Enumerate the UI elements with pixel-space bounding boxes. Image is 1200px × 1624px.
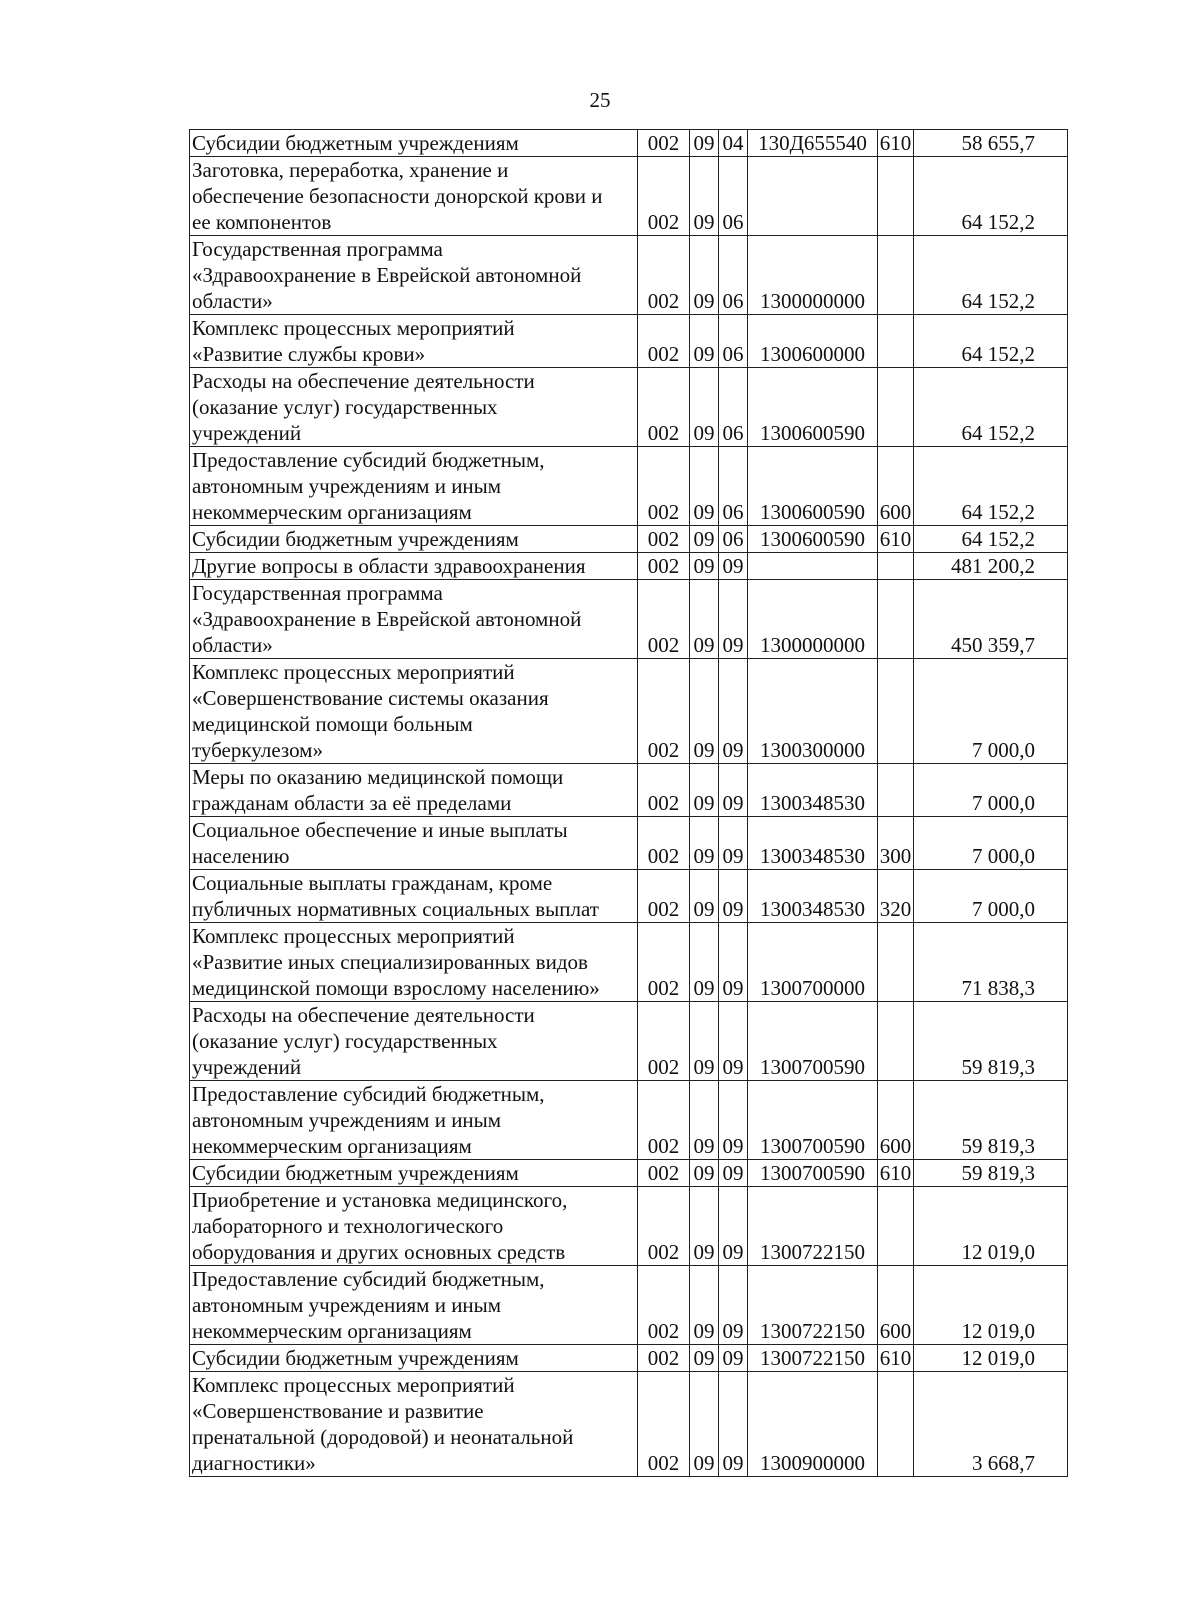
expense-name-line: Социальное обеспечение и иные выплаты bbox=[192, 818, 568, 842]
rz-cell: 09 bbox=[690, 764, 719, 817]
expense-name-line: Предоставление субсидий бюджетным, bbox=[192, 1082, 545, 1106]
sum-cell: 64 152,2 bbox=[914, 368, 1068, 447]
pr-cell: 09 bbox=[719, 1002, 748, 1081]
csr-cell: 1300348530 bbox=[748, 817, 878, 870]
csr-cell: 1300348530 bbox=[748, 764, 878, 817]
table-row bbox=[190, 553, 1068, 580]
csr-cell bbox=[748, 553, 878, 580]
vr-cell bbox=[878, 1002, 914, 1081]
pr-cell: 09 bbox=[719, 1266, 748, 1345]
expense-name-line: некоммерческим организациям bbox=[192, 1134, 472, 1158]
pr-cell: 09 bbox=[719, 659, 748, 764]
expense-name-line: Заготовка, переработка, хранение и bbox=[192, 158, 509, 182]
expense-name-line: Другие вопросы в области здравоохранения bbox=[192, 554, 586, 578]
pr-cell: 09 bbox=[719, 1345, 748, 1372]
expense-name-line: медицинской помощи больным bbox=[192, 712, 473, 736]
rz-cell: 09 bbox=[690, 1372, 719, 1477]
expense-name-cell bbox=[190, 236, 638, 315]
expense-name-line: некоммерческим организациям bbox=[192, 500, 472, 524]
expense-name-cell bbox=[190, 817, 638, 870]
expense-name-line: области» bbox=[192, 289, 273, 313]
csr-cell: 1300600590 bbox=[748, 447, 878, 526]
expense-name-line: Предоставление субсидий бюджетным, bbox=[192, 1267, 545, 1291]
csr-cell bbox=[748, 157, 878, 236]
vr-cell bbox=[878, 1372, 914, 1477]
table-row bbox=[190, 526, 1068, 553]
pr-cell: 09 bbox=[719, 1372, 748, 1477]
sum-cell: 71 838,3 bbox=[914, 923, 1068, 1002]
pr-cell: 06 bbox=[719, 315, 748, 368]
grbs-cell: 002 bbox=[638, 157, 690, 236]
pr-cell: 06 bbox=[719, 526, 748, 553]
grbs-cell: 002 bbox=[638, 923, 690, 1002]
csr-cell: 1300700590 bbox=[748, 1081, 878, 1160]
vr-cell bbox=[878, 236, 914, 315]
csr-cell: 1300722150 bbox=[748, 1266, 878, 1345]
grbs-cell: 002 bbox=[638, 236, 690, 315]
grbs-cell: 002 bbox=[638, 130, 690, 157]
expense-name-line: ее компонентов bbox=[192, 210, 332, 234]
expense-name-line: области» bbox=[192, 633, 273, 657]
rz-cell: 09 bbox=[690, 368, 719, 447]
expense-name-line: Расходы на обеспечение деятельности bbox=[192, 1003, 535, 1027]
sum-cell: 7 000,0 bbox=[914, 764, 1068, 817]
pr-cell: 09 bbox=[719, 1160, 748, 1187]
sum-cell: 12 019,0 bbox=[914, 1266, 1068, 1345]
expense-name-line: «Развитие иных специализированных видов bbox=[192, 950, 588, 974]
expense-name-line: Государственная программа bbox=[192, 237, 443, 261]
expense-name-line: оборудования и других основных средств bbox=[192, 1240, 566, 1264]
expense-name-cell bbox=[190, 553, 638, 580]
vr-cell: 610 bbox=[878, 526, 914, 553]
sum-cell: 64 152,2 bbox=[914, 315, 1068, 368]
grbs-cell: 002 bbox=[638, 447, 690, 526]
vr-cell bbox=[878, 764, 914, 817]
table-row bbox=[190, 817, 1068, 870]
vr-cell: 600 bbox=[878, 1266, 914, 1345]
vr-cell: 600 bbox=[878, 447, 914, 526]
vr-cell: 600 bbox=[878, 1081, 914, 1160]
sum-cell: 59 819,3 bbox=[914, 1081, 1068, 1160]
sum-cell: 64 152,2 bbox=[914, 526, 1068, 553]
expense-name-cell bbox=[190, 315, 638, 368]
grbs-cell: 002 bbox=[638, 368, 690, 447]
table-row bbox=[190, 236, 1068, 315]
expense-name-line: медицинской помощи взрослому населению» bbox=[192, 976, 600, 1000]
vr-cell bbox=[878, 659, 914, 764]
table-row bbox=[190, 659, 1068, 764]
expense-name-cell bbox=[190, 447, 638, 526]
expense-name-line: Предоставление субсидий бюджетным, bbox=[192, 448, 545, 472]
expense-name-cell bbox=[190, 1345, 638, 1372]
table-row bbox=[190, 368, 1068, 447]
table-row bbox=[190, 1187, 1068, 1266]
pr-cell: 06 bbox=[719, 157, 748, 236]
vr-cell: 300 bbox=[878, 817, 914, 870]
csr-cell: 1300722150 bbox=[748, 1345, 878, 1372]
expense-name-cell bbox=[190, 923, 638, 1002]
rz-cell: 09 bbox=[690, 553, 719, 580]
pr-cell: 06 bbox=[719, 368, 748, 447]
grbs-cell: 002 bbox=[638, 1266, 690, 1345]
expense-name-cell bbox=[190, 1002, 638, 1081]
vr-cell: 610 bbox=[878, 1160, 914, 1187]
table-row bbox=[190, 923, 1068, 1002]
expense-name-line: гражданам области за её пределами bbox=[192, 791, 512, 815]
grbs-cell: 002 bbox=[638, 553, 690, 580]
expense-name-cell bbox=[190, 1187, 638, 1266]
expense-name-cell bbox=[190, 1266, 638, 1345]
csr-cell: 1300722150 bbox=[748, 1187, 878, 1266]
grbs-cell: 002 bbox=[638, 1372, 690, 1477]
csr-cell: 1300348530 bbox=[748, 870, 878, 923]
expense-name-line: Субсидии бюджетным учреждениям bbox=[192, 1346, 519, 1370]
rz-cell: 09 bbox=[690, 315, 719, 368]
table-row bbox=[190, 130, 1068, 157]
grbs-cell: 002 bbox=[638, 659, 690, 764]
sum-cell: 64 152,2 bbox=[914, 236, 1068, 315]
sum-cell: 481 200,2 bbox=[914, 553, 1068, 580]
expense-name-line: учреждений bbox=[192, 1055, 302, 1079]
expense-name-line: Субсидии бюджетным учреждениям bbox=[192, 1161, 519, 1185]
sum-cell: 7 000,0 bbox=[914, 817, 1068, 870]
sum-cell: 450 359,7 bbox=[914, 580, 1068, 659]
expense-name-line: «Здравоохранение в Еврейской автономной bbox=[192, 607, 582, 631]
grbs-cell: 002 bbox=[638, 1081, 690, 1160]
grbs-cell: 002 bbox=[638, 764, 690, 817]
vr-cell bbox=[878, 157, 914, 236]
rz-cell: 09 bbox=[690, 659, 719, 764]
grbs-cell: 002 bbox=[638, 1002, 690, 1081]
expense-name-line: учреждений bbox=[192, 421, 302, 445]
table-row bbox=[190, 157, 1068, 236]
expense-name-cell bbox=[190, 764, 638, 817]
expense-name-cell bbox=[190, 368, 638, 447]
csr-cell: 1300000000 bbox=[748, 580, 878, 659]
pr-cell: 09 bbox=[719, 817, 748, 870]
sum-cell: 59 819,3 bbox=[914, 1002, 1068, 1081]
sum-cell: 64 152,2 bbox=[914, 447, 1068, 526]
csr-cell: 1300600000 bbox=[748, 315, 878, 368]
sum-cell: 7 000,0 bbox=[914, 870, 1068, 923]
expense-name-cell bbox=[190, 1081, 638, 1160]
sum-cell: 58 655,7 bbox=[914, 130, 1068, 157]
pr-cell: 06 bbox=[719, 236, 748, 315]
rz-cell: 09 bbox=[690, 1187, 719, 1266]
rz-cell: 09 bbox=[690, 1266, 719, 1345]
expense-name-line: Комплекс процессных мероприятий bbox=[192, 660, 515, 684]
rz-cell: 09 bbox=[690, 157, 719, 236]
expense-name-line: Субсидии бюджетным учреждениям bbox=[192, 527, 519, 551]
vr-cell bbox=[878, 553, 914, 580]
expense-name-cell bbox=[190, 580, 638, 659]
pr-cell: 06 bbox=[719, 447, 748, 526]
csr-cell: 1300700000 bbox=[748, 923, 878, 1002]
sum-cell: 12 019,0 bbox=[914, 1345, 1068, 1372]
rz-cell: 09 bbox=[690, 580, 719, 659]
expense-name-line: Приобретение и установка медицинского, bbox=[192, 1188, 568, 1212]
grbs-cell: 002 bbox=[638, 1345, 690, 1372]
table-row bbox=[190, 580, 1068, 659]
expense-name-line: Государственная программа bbox=[192, 581, 443, 605]
table-row bbox=[190, 447, 1068, 526]
vr-cell bbox=[878, 923, 914, 1002]
table-row bbox=[190, 764, 1068, 817]
rz-cell: 09 bbox=[690, 130, 719, 157]
expense-name-line: Расходы на обеспечение деятельности bbox=[192, 369, 535, 393]
page-number: 25 bbox=[589, 88, 611, 112]
grbs-cell: 002 bbox=[638, 580, 690, 659]
expense-name-line: диагностики» bbox=[192, 1451, 316, 1475]
table-row bbox=[190, 1372, 1068, 1477]
table-body bbox=[190, 130, 1068, 1477]
grbs-cell: 002 bbox=[638, 870, 690, 923]
csr-cell: 1300600590 bbox=[748, 368, 878, 447]
grbs-cell: 002 bbox=[638, 817, 690, 870]
table-row bbox=[190, 1345, 1068, 1372]
csr-cell: 130Д655540 bbox=[748, 130, 878, 157]
expense-name-cell bbox=[190, 157, 638, 236]
rz-cell: 09 bbox=[690, 447, 719, 526]
expense-name-line: «Здравоохранение в Еврейской автономной bbox=[192, 263, 582, 287]
sum-cell: 59 819,3 bbox=[914, 1160, 1068, 1187]
expense-name-cell bbox=[190, 659, 638, 764]
expense-name-line: (оказание услуг) государственных bbox=[192, 395, 498, 419]
grbs-cell: 002 bbox=[638, 1160, 690, 1187]
rz-cell: 09 bbox=[690, 1345, 719, 1372]
rz-cell: 09 bbox=[690, 1081, 719, 1160]
table-row bbox=[190, 1160, 1068, 1187]
rz-cell: 09 bbox=[690, 526, 719, 553]
expense-name-line: «Совершенствование системы оказания bbox=[192, 686, 549, 710]
expense-name-line: (оказание услуг) государственных bbox=[192, 1029, 498, 1053]
table-row bbox=[190, 870, 1068, 923]
expense-name-line: Социальные выплаты гражданам, кроме bbox=[192, 871, 553, 895]
expense-name-line: «Совершенствование и развитие bbox=[192, 1399, 484, 1423]
csr-cell: 1300700590 bbox=[748, 1002, 878, 1081]
rz-cell: 09 bbox=[690, 1160, 719, 1187]
vr-cell: 610 bbox=[878, 1345, 914, 1372]
expense-name-cell bbox=[190, 1160, 638, 1187]
expense-name-cell bbox=[190, 526, 638, 553]
csr-cell: 1300000000 bbox=[748, 236, 878, 315]
expense-name-line: пренатальной (дородовой) и неонатальной bbox=[192, 1425, 574, 1449]
table-row bbox=[190, 1081, 1068, 1160]
expense-name-line: «Развитие службы крови» bbox=[192, 342, 426, 366]
expense-name-line: лабораторного и технологического bbox=[192, 1214, 504, 1238]
expense-name-cell bbox=[190, 870, 638, 923]
sum-cell: 64 152,2 bbox=[914, 157, 1068, 236]
csr-cell: 1300900000 bbox=[748, 1372, 878, 1477]
grbs-cell: 002 bbox=[638, 315, 690, 368]
rz-cell: 09 bbox=[690, 817, 719, 870]
vr-cell: 320 bbox=[878, 870, 914, 923]
table-row bbox=[190, 1266, 1068, 1345]
csr-cell: 1300600590 bbox=[748, 526, 878, 553]
table-row bbox=[190, 315, 1068, 368]
pr-cell: 09 bbox=[719, 923, 748, 1002]
rz-cell: 09 bbox=[690, 923, 719, 1002]
expense-name-line: туберкулезом» bbox=[192, 738, 323, 762]
expense-name-line: Комплекс процессных мероприятий bbox=[192, 924, 515, 948]
pr-cell: 09 bbox=[719, 580, 748, 659]
rz-cell: 09 bbox=[690, 1002, 719, 1081]
pr-cell: 09 bbox=[719, 764, 748, 817]
pr-cell: 09 bbox=[719, 1081, 748, 1160]
expense-name-line: Субсидии бюджетным учреждениям bbox=[192, 131, 519, 155]
pr-cell: 09 bbox=[719, 553, 748, 580]
csr-cell: 1300300000 bbox=[748, 659, 878, 764]
expense-name-line: Меры по оказанию медицинской помощи bbox=[192, 765, 564, 789]
expense-name-cell bbox=[190, 1372, 638, 1477]
expense-name-line: автономным учреждениям и иным bbox=[192, 1293, 502, 1317]
pr-cell: 09 bbox=[719, 1187, 748, 1266]
pr-cell: 04 bbox=[719, 130, 748, 157]
expense-name-line: публичных нормативных социальных выплат bbox=[192, 897, 599, 921]
vr-cell bbox=[878, 580, 914, 659]
expense-name-line: Комплекс процессных мероприятий bbox=[192, 316, 515, 340]
sum-cell: 7 000,0 bbox=[914, 659, 1068, 764]
expense-name-line: обеспечение безопасности донорской крови и bbox=[192, 184, 603, 208]
vr-cell: 610 bbox=[878, 130, 914, 157]
grbs-cell: 002 bbox=[638, 1187, 690, 1266]
table-row bbox=[190, 1002, 1068, 1081]
expense-name-line: автономным учреждениям и иным bbox=[192, 1108, 502, 1132]
expense-name-line: автономным учреждениям и иным bbox=[192, 474, 502, 498]
sum-cell: 12 019,0 bbox=[914, 1187, 1068, 1266]
pr-cell: 09 bbox=[719, 870, 748, 923]
expense-name-line: Комплекс процессных мероприятий bbox=[192, 1373, 515, 1397]
sum-cell: 3 668,7 bbox=[914, 1372, 1068, 1477]
vr-cell bbox=[878, 315, 914, 368]
vr-cell bbox=[878, 1187, 914, 1266]
rz-cell: 09 bbox=[690, 236, 719, 315]
vr-cell bbox=[878, 368, 914, 447]
grbs-cell: 002 bbox=[638, 526, 690, 553]
expense-name-line: населению bbox=[192, 844, 290, 868]
expense-name-line: некоммерческим организациям bbox=[192, 1319, 472, 1343]
expense-name-cell bbox=[190, 130, 638, 157]
rz-cell: 09 bbox=[690, 870, 719, 923]
budget-table bbox=[189, 129, 1068, 1477]
csr-cell: 1300700590 bbox=[748, 1160, 878, 1187]
